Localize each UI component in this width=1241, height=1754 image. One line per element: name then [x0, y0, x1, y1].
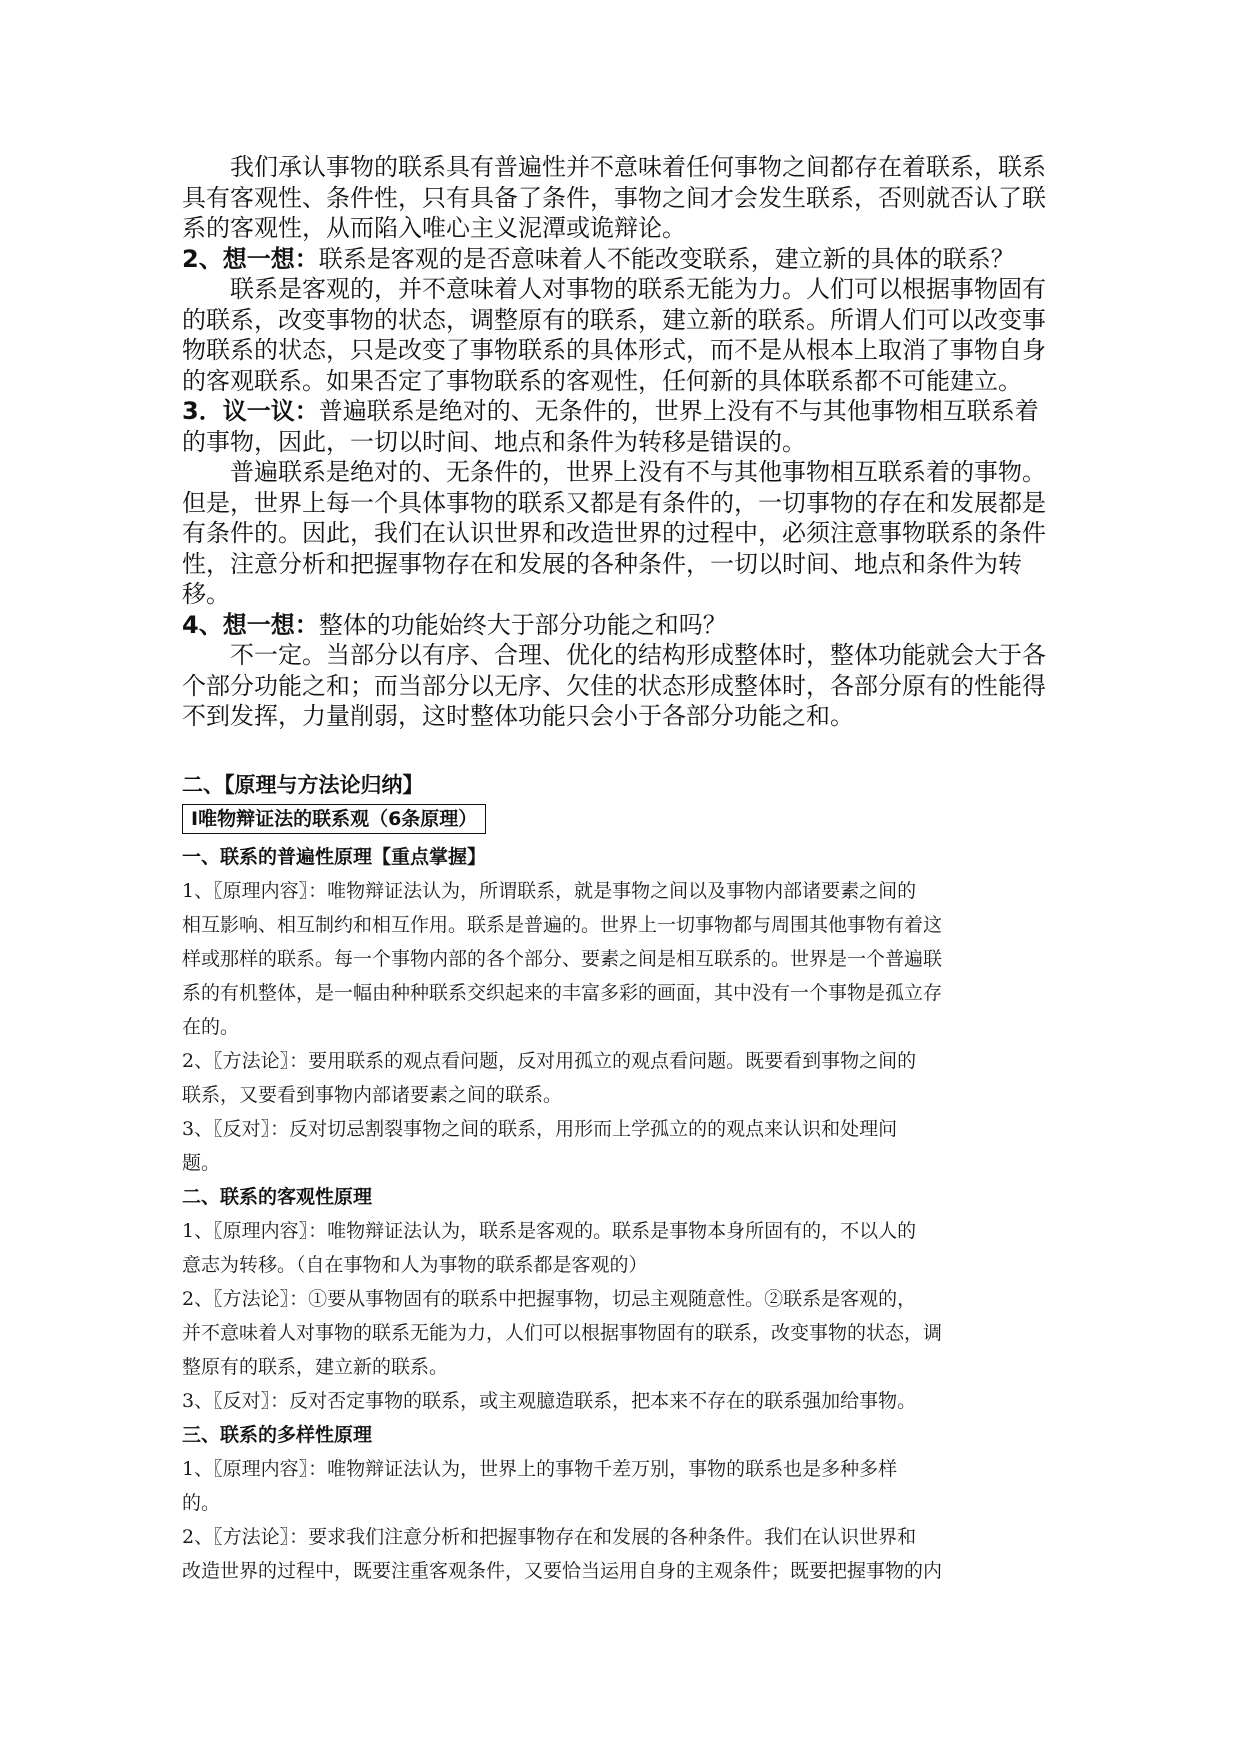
text-line: 2、〖方法论〗：要用联系的观点看问题，反对用孤立的观点看问题。既要看到事物之间的: [182, 1050, 917, 1072]
text-line: 题。: [182, 1152, 221, 1174]
text-line: 相互影响、相互制约和相互作用。联系是普遍的。世界上一切事物都与周围其他事物有着这: [182, 914, 943, 936]
answer-3: 普遍联系是绝对的、无条件的，世界上没有不与其他事物相互联系着的事物。但是，世界上每一个具体事物的联系又都是有条件的，一切事物的存在和发展都是有条件的。因此，我们在认识世界和改造世界的过程中，必须注意事物联系的条件性，注意分析和把握事物存在和发展的各种条件，一切以时间、地点和条件为转移。: [182, 458, 1046, 608]
principle-title: 二、联系的客观性原理: [182, 1186, 373, 1208]
text-line: 在的。: [182, 1016, 240, 1038]
boxed-heading: Ⅰ唯物辩证法的联系观（6条原理）: [182, 804, 486, 834]
answer-2: 联系是客观的，并不意味着人对事物的联系无能为力。人们可以根据事物固有的联系，改变事物的状态，调整原有的联系，建立新的联系。所谓人们可以改变事物联系的状态，只是改变了事物联系的具体形式，而不是从根本上取消了事物自身的客观联系。如果否定了事物联系的客观性，任何新的具体联系都不可能建立。: [182, 275, 1046, 395]
principle-1: [182, 840, 1062, 1180]
principle-3: [182, 1418, 1062, 1588]
question-lead: 议一议：: [222, 397, 319, 425]
text-line: 3、〖反对〗：反对否定事物的联系，或主观臆造联系，把本来不存在的联系强加给事物。: [182, 1390, 917, 1412]
question-lead: 想一想：: [222, 610, 319, 639]
text-line: 3、〖反对〗：反对切忌割裂事物之间的联系，用形而上学孤立的的观点来认识和处理问: [182, 1118, 898, 1140]
text-line: 意志为转移。（自在事物和人为事物的联系都是客观的）: [182, 1254, 648, 1276]
question-number: 2、: [182, 244, 223, 273]
question-text: 普遍联系是绝对的、无条件的，世界上没有不与其他事物相互联系着的事物，因此，一切以时间、地点和条件为转移是错误的。: [182, 397, 1039, 456]
principle-title: 三、联系的多样性原理: [182, 1424, 373, 1446]
question-number: 4、: [182, 610, 223, 639]
question-4: [182, 610, 1062, 641]
principle-2: [182, 1180, 1062, 1418]
text-line: 1、〖原理内容〗：唯物辩证法认为，所谓联系，就是事物之间以及事物内部诸要素之间的: [182, 880, 917, 902]
section-title: 二、【原理与方法论归纳】: [182, 773, 424, 797]
intro-paragraph: 我们承认事物的联系具有普遍性并不意味着任何事物之间都存在着联系，联系具有客观性、条件性，只有具备了条件，事物之间才会发生联系，否则就否认了联系的客观性，从而陷入唯心主义泥潭或诡辩论。: [182, 153, 1046, 242]
question-text: 整体的功能始终大于部分功能之和吗？: [318, 610, 727, 639]
question-lead: 想一想：: [222, 244, 319, 273]
question-number: 3．: [182, 397, 223, 425]
text-line: 2、〖方法论〗：①要从事物固有的联系中把握事物，切忌主观随意性。②联系是客观的，: [182, 1288, 917, 1310]
text-line: 1、〖原理内容〗：唯物辩证法认为，世界上的事物千差万别，事物的联系也是多种多样: [182, 1458, 898, 1480]
text-line: 的。: [182, 1492, 221, 1514]
question-2: [182, 244, 1062, 275]
text-line: 2、〖方法论〗：要求我们注意分析和把握事物存在和发展的各种条件。我们在认识世界和: [182, 1526, 917, 1548]
question-3: [182, 396, 1062, 457]
text-line: 并不意味着人对事物的联系无能为力，人们可以根据事物固有的联系，改变事物的状态，调: [182, 1322, 943, 1344]
text-line: 系的有机整体，是一幅由种种联系交织起来的丰富多彩的画面，其中没有一个事物是孤立存: [182, 982, 943, 1004]
principles-section: [182, 770, 1062, 1588]
text-line: 联系，又要看到事物内部诸要素之间的联系。: [182, 1084, 563, 1106]
question-text: 联系是客观的是否意味着人不能改变联系，建立新的具体的联系？: [318, 244, 1015, 273]
text-line: 整原有的联系，建立新的联系。: [182, 1356, 449, 1378]
principle-title: 一、联系的普遍性原理【重点掌握】: [182, 846, 487, 868]
answer-4: 不一定。当部分以有序、合理、优化的结构形成整体时，整体功能就会大于各个部分功能之和；而当部分以无序、欠佳的状态形成整体时，各部分原有的性能得不到发挥，力量削弱，这时整体功能只会小于各部分功能之和。: [182, 641, 1046, 730]
text-line: 样或那样的联系。每一个事物内部的各个部分、要素之间是相互联系的。世界是一个普遍联: [182, 948, 943, 970]
text-line: 1、〖原理内容〗：唯物辩证法认为，联系是客观的。联系是事物本身所固有的，不以人的: [182, 1220, 917, 1242]
text-line: 改造世界的过程中，既要注重客观条件，又要恰当运用自身的主观条件；既要把握事物的内: [182, 1560, 943, 1582]
qa-section: [182, 152, 1062, 732]
